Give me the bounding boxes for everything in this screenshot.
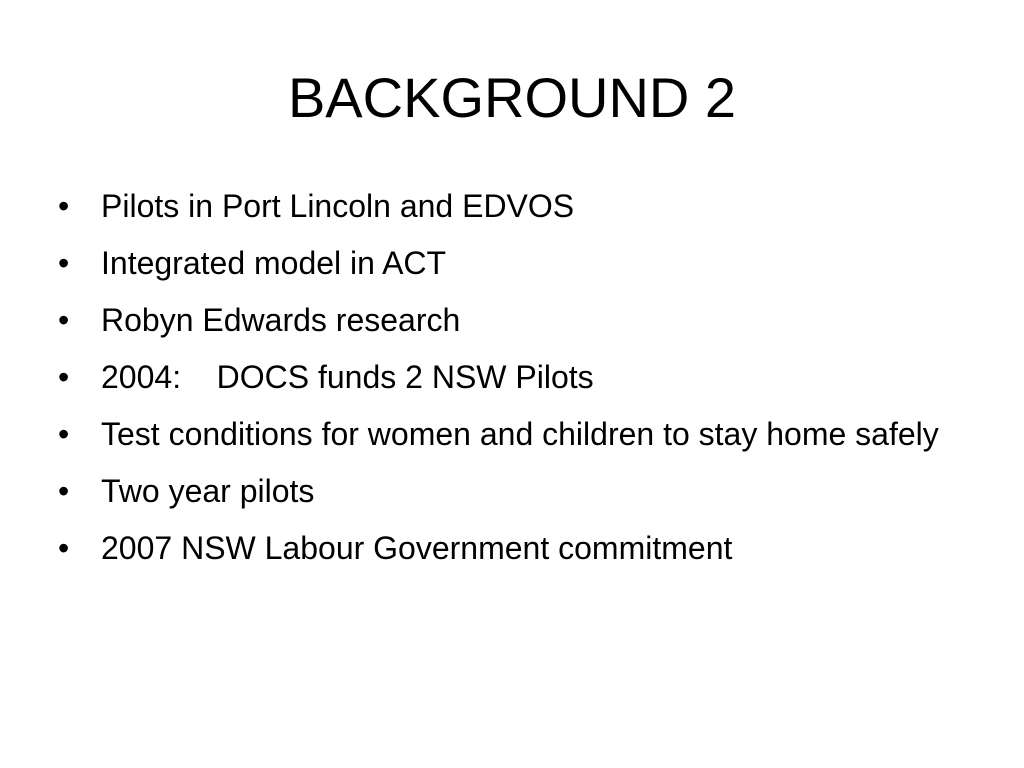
bullet-item (58, 301, 958, 340)
bullet-item (58, 529, 958, 568)
bullet-marker: • (58, 473, 70, 509)
bullet-item (58, 415, 958, 454)
bullet-text: Robyn Edwards research (101, 302, 461, 338)
slide-title: BACKGROUND 2 (287, 66, 737, 129)
bullet-item (58, 187, 958, 226)
bullet-marker: • (58, 302, 70, 338)
bullet-text: Test conditions for women and children to stay home safely (101, 416, 939, 452)
bullet-text: 2004: DOCS funds 2 NSW Pilots (101, 359, 594, 395)
bullet-marker: • (58, 530, 70, 566)
bullet-list (58, 187, 958, 586)
bullet-text: 2007 NSW Labour Government commitment (101, 530, 733, 566)
bullet-item (58, 472, 958, 511)
bullet-item (58, 244, 958, 283)
bullet-item (58, 358, 958, 397)
bullet-text: Two year pilots (101, 473, 315, 509)
bullet-marker: • (58, 416, 70, 452)
bullet-text: Pilots in Port Lincoln and EDVOS (101, 188, 575, 224)
bullet-marker: • (58, 245, 70, 281)
bullet-marker: • (58, 359, 70, 395)
bullet-text: Integrated model in ACT (101, 245, 447, 281)
bullet-marker: • (58, 188, 70, 224)
